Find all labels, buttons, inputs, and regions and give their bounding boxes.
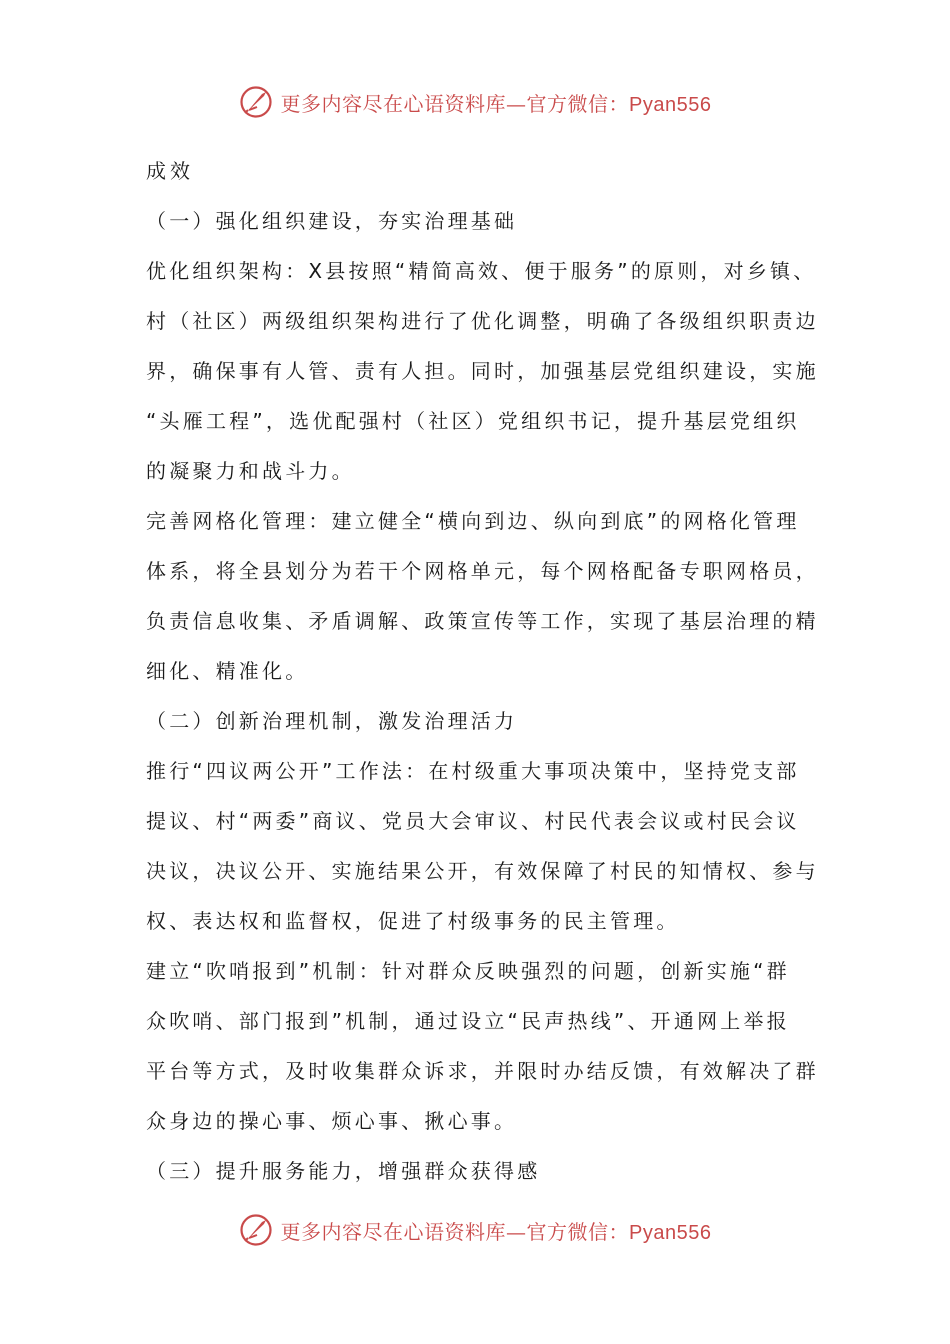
text-line: 优化组织架构：X县按照“精简高效、便于服务”的原则，对乡镇、 <box>146 259 817 283</box>
section-heading: 成效 <box>146 159 194 183</box>
header-banner <box>0 82 950 122</box>
text-line: 村（社区）两级组织架构进行了优化调整，明确了各级组织职责边 <box>146 309 819 333</box>
text-line: 完善网格化管理：建立健全“横向到边、纵向到底”的网格化管理 <box>146 509 800 533</box>
footer-banner <box>0 1210 950 1250</box>
text-line: 众身边的操心事、烦心事、揪心事。 <box>146 1109 518 1133</box>
text-line: 界，确保事有人管、责有人担。同时，加强基层党组织建设，实施 <box>146 359 819 383</box>
text-line: “头雁工程”，选优配强村（社区）党组织书记，提升基层党组织 <box>146 409 800 433</box>
text-line: 决议，决议公开、实施结果公开，有效保障了村民的知情权、参与 <box>146 859 819 883</box>
banner-text <box>281 1216 712 1245</box>
banner-text <box>281 88 712 117</box>
banner-wechat-id: Pyan556 <box>629 1221 712 1244</box>
subsection-heading-2: （二）创新治理机制，激发治理活力 <box>146 709 518 733</box>
text-line: 提议、村“两委”商议、党员大会审议、村民代表会议或村民会议 <box>146 809 800 833</box>
banner-slogan: 更多内容尽在心语资料库—官方微信： <box>280 91 630 116</box>
text-line: 众吹哨、部门报到”机制，通过设立“民声热线”、开通网上举报 <box>146 1009 790 1033</box>
quill-logo-icon <box>239 1213 273 1247</box>
quill-logo-icon <box>239 85 273 119</box>
banner-slogan: 更多内容尽在心语资料库—官方微信： <box>280 1219 630 1244</box>
text-line: 建立“吹哨报到”机制：针对群众反映强烈的问题，创新实施“群 <box>146 959 790 983</box>
text-line: 平台等方式，及时收集群众诉求，并限时办结反馈，有效解决了群 <box>146 1059 819 1083</box>
text-line: 负责信息收集、矛盾调解、政策宣传等工作，实现了基层治理的精 <box>146 609 819 633</box>
subsection-heading-3: （三）提升服务能力，增强群众获得感 <box>146 1159 541 1183</box>
document-body <box>146 150 836 1200</box>
text-line: 体系，将全县划分为若干个网格单元，每个网格配备专职网格员， <box>146 559 819 583</box>
subsection-heading-1: （一）强化组织建设，夯实治理基础 <box>146 209 518 233</box>
text-line: 权、表达权和监督权，促进了村级事务的民主管理。 <box>146 909 680 933</box>
text-line: 的凝聚力和战斗力。 <box>146 459 355 483</box>
text-line: 细化、精准化。 <box>146 659 309 683</box>
text-line: 推行“四议两公开”工作法：在村级重大事项决策中，坚持党支部 <box>146 759 800 783</box>
banner-wechat-id: Pyan556 <box>629 93 712 116</box>
